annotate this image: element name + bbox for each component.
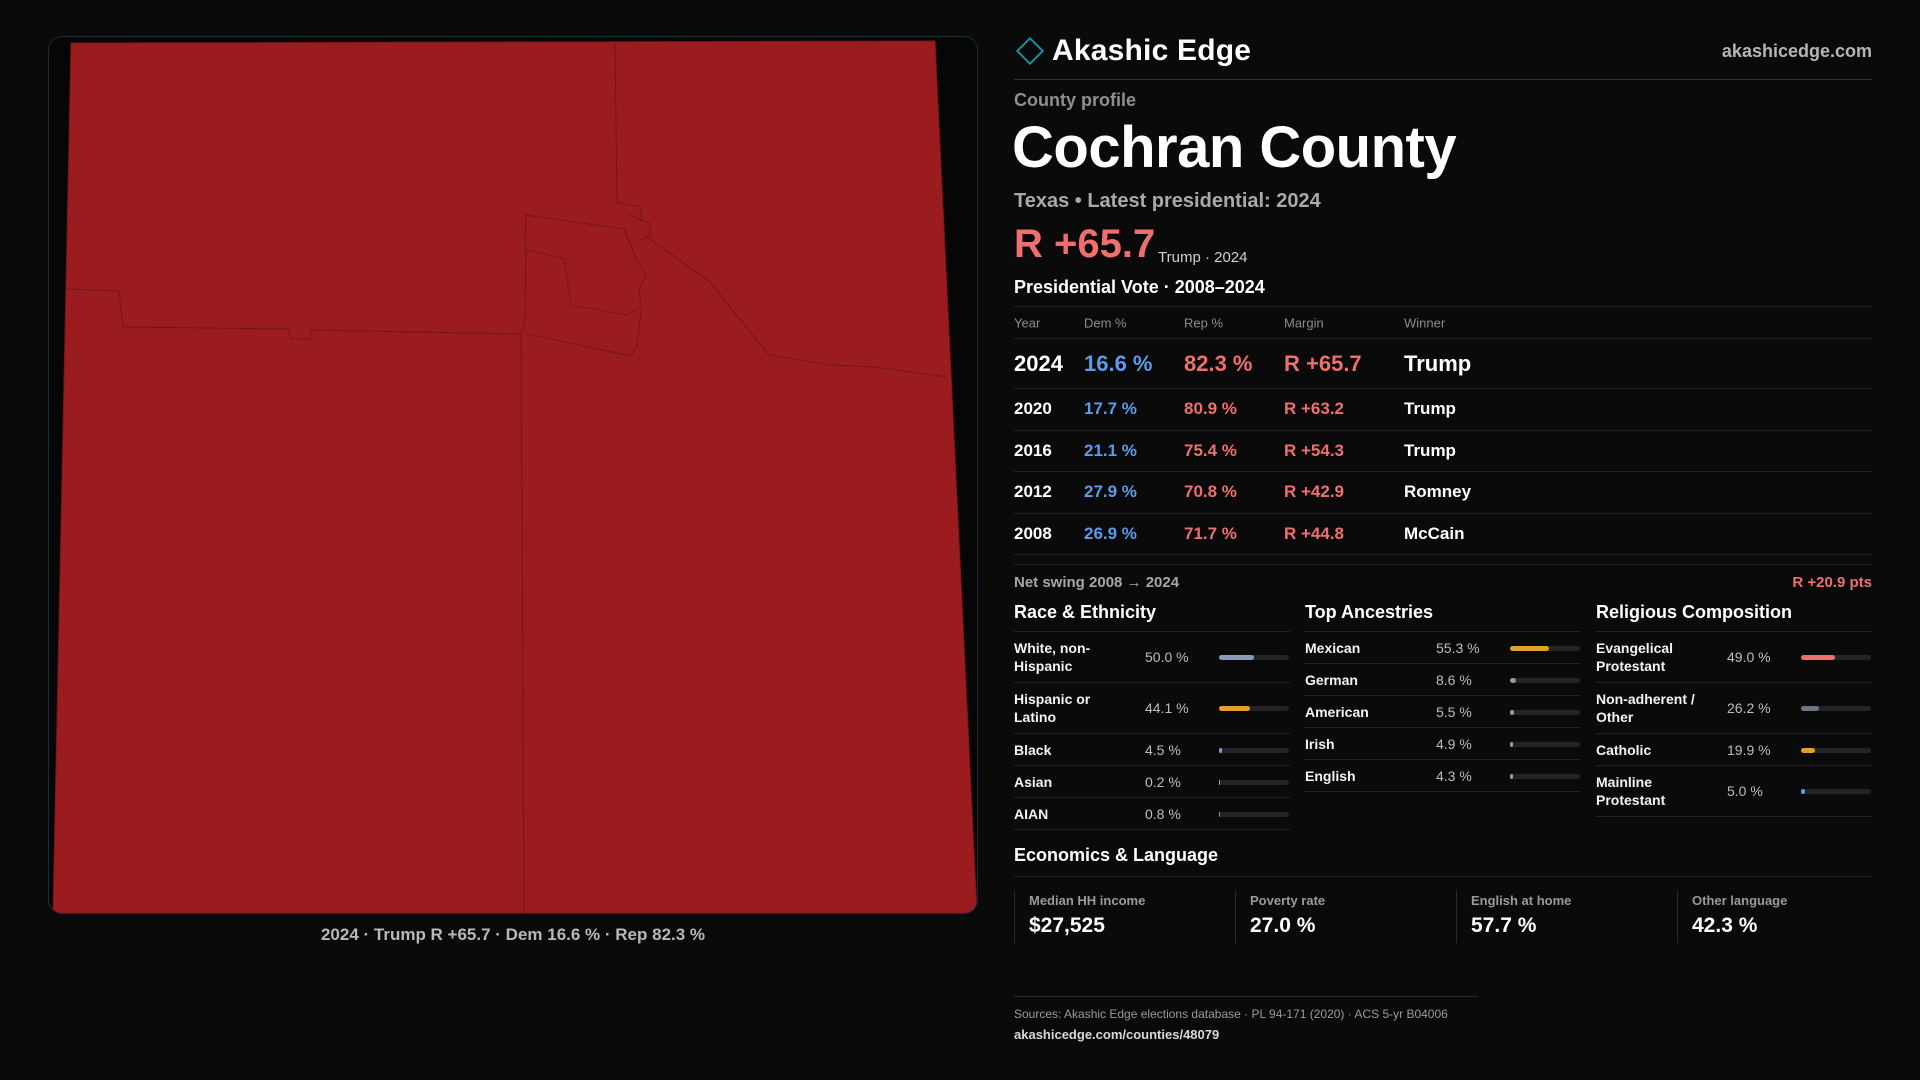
net-swing-value: R +20.9 pts xyxy=(1792,574,1872,591)
stat-value: 57.7 % xyxy=(1471,914,1537,937)
row-year: 2020 xyxy=(1014,399,1052,419)
ancestry-panel xyxy=(1305,602,1581,792)
item-pct: 5.0 % xyxy=(1727,783,1763,799)
brand-name: Akashic Edge xyxy=(1052,34,1252,67)
row-dem: 21.1 % xyxy=(1084,440,1137,460)
stat-value: 42.3 % xyxy=(1692,914,1758,937)
sources-footer xyxy=(1014,996,1478,1042)
row-margin: R +65.7 xyxy=(1284,350,1362,376)
row-margin: R +63.2 xyxy=(1284,399,1345,419)
list-item xyxy=(1014,766,1290,798)
table-row[interactable] xyxy=(1014,431,1872,473)
row-dem: 16.6 % xyxy=(1084,350,1153,376)
item-bar xyxy=(1219,780,1289,785)
list-item xyxy=(1596,766,1872,817)
county-permalink[interactable]: akashicedge.com/counties/48079 xyxy=(1014,1027,1220,1042)
religion-title: Religious Composition xyxy=(1596,602,1872,632)
col-margin: Margin xyxy=(1284,315,1324,330)
row-winner: Trump xyxy=(1404,350,1472,376)
stat-card xyxy=(1677,891,1883,943)
row-winner: Trump xyxy=(1404,440,1456,460)
row-year: 2024 xyxy=(1014,350,1063,376)
row-dem: 17.7 % xyxy=(1084,399,1137,419)
list-item xyxy=(1305,664,1581,696)
list-item xyxy=(1305,696,1581,728)
header xyxy=(1014,30,1872,80)
list-item xyxy=(1014,798,1290,830)
row-winner: Romney xyxy=(1404,482,1472,502)
ancestry-title: Top Ancestries xyxy=(1305,602,1581,632)
stat-label: Median HH income xyxy=(1029,893,1146,908)
row-winner: McCain xyxy=(1404,523,1465,543)
item-label: German xyxy=(1305,671,1358,688)
stat-label: Other language xyxy=(1692,893,1788,908)
headline-margin: R +65.7 xyxy=(1014,222,1156,266)
brand[interactable] xyxy=(1014,34,1251,68)
item-bar xyxy=(1219,655,1289,660)
item-pct: 44.1 % xyxy=(1145,700,1189,716)
stat-label: English at home xyxy=(1471,893,1572,908)
economics-title: Economics & Language xyxy=(1014,845,1219,865)
item-pct: 50.0 % xyxy=(1145,649,1189,665)
item-pct: 4.3 % xyxy=(1436,767,1472,784)
row-margin: R +54.3 xyxy=(1284,440,1345,460)
item-bar xyxy=(1219,748,1289,753)
item-label: Evangelical Protestant xyxy=(1596,640,1674,674)
vote-table xyxy=(1014,306,1872,555)
item-bar-fill xyxy=(1219,780,1220,785)
list-item xyxy=(1596,632,1872,683)
row-rep: 75.4 % xyxy=(1184,440,1237,460)
item-pct: 8.6 % xyxy=(1436,671,1472,688)
item-pct: 49.0 % xyxy=(1727,649,1771,665)
brand-url-link[interactable]: akashicedge.com xyxy=(1721,41,1872,61)
item-bar-fill xyxy=(1801,655,1835,660)
net-swing xyxy=(1014,564,1872,600)
item-pct: 0.2 % xyxy=(1145,773,1181,790)
item-label: Black xyxy=(1014,741,1052,758)
row-rep: 80.9 % xyxy=(1184,399,1237,419)
item-label: Mexican xyxy=(1305,639,1361,656)
race-ethnicity-panel xyxy=(1014,602,1290,830)
county-map[interactable] xyxy=(48,36,978,914)
stat-label: Poverty rate xyxy=(1250,893,1326,908)
list-item xyxy=(1305,632,1581,664)
profile-subline: Texas • Latest presidential: 2024 xyxy=(1014,190,1321,212)
item-bar-fill xyxy=(1510,678,1516,683)
item-bar-fill xyxy=(1510,774,1513,779)
page-title: Cochran County xyxy=(1012,115,1457,180)
col-rep: Rep % xyxy=(1184,315,1224,330)
item-bar-fill xyxy=(1219,706,1250,711)
item-bar xyxy=(1801,748,1871,753)
economics-panel xyxy=(1014,876,1872,946)
net-swing-label: Net swing 2008 → 2024 xyxy=(1014,574,1180,591)
stat-value: $27,525 xyxy=(1029,914,1105,937)
item-bar xyxy=(1801,789,1871,794)
list-item xyxy=(1305,728,1581,760)
map-caption: 2024 · Trump R +65.7 · Dem 16.6 % · Rep 82.3 % xyxy=(320,925,706,944)
item-pct: 4.5 % xyxy=(1145,741,1181,758)
item-bar-fill xyxy=(1219,748,1222,753)
vote-section-title: Presidential Vote · 2008–2024 xyxy=(1014,277,1265,297)
item-label: Catholic xyxy=(1596,741,1652,758)
item-bar-fill xyxy=(1510,646,1549,651)
stat-card xyxy=(1456,891,1662,943)
diamond-logo-icon xyxy=(1016,37,1044,65)
item-label: English xyxy=(1305,767,1356,784)
row-dem: 27.9 % xyxy=(1084,482,1137,502)
item-bar-fill xyxy=(1801,789,1805,794)
county-map-svg xyxy=(49,37,978,914)
list-item xyxy=(1014,683,1290,734)
profile-kicker: County profile xyxy=(1014,90,1136,110)
table-row[interactable] xyxy=(1014,472,1872,514)
item-label: White, non-Hispanic xyxy=(1014,640,1091,674)
list-item xyxy=(1305,760,1581,792)
table-row[interactable] xyxy=(1014,514,1872,556)
item-bar xyxy=(1801,706,1871,711)
race-title: Race & Ethnicity xyxy=(1014,602,1290,632)
headline-margin-note: Trump · 2024 xyxy=(1158,249,1248,266)
list-item xyxy=(1596,683,1872,734)
stat-value: 27.0 % xyxy=(1250,914,1316,937)
col-winner: Winner xyxy=(1404,315,1446,330)
item-bar xyxy=(1510,774,1580,779)
col-year: Year xyxy=(1014,315,1041,330)
item-bar-fill xyxy=(1801,748,1815,753)
stat-card xyxy=(1235,891,1441,943)
col-dem: Dem % xyxy=(1084,315,1127,330)
county-shape[interactable] xyxy=(53,41,977,913)
item-bar xyxy=(1510,646,1580,651)
item-bar xyxy=(1510,678,1580,683)
row-winner: Trump xyxy=(1404,399,1456,419)
item-pct: 5.5 % xyxy=(1436,703,1472,720)
religion-panel xyxy=(1596,602,1872,817)
item-pct: 4.9 % xyxy=(1436,735,1472,752)
item-label: Non-adherent / Other xyxy=(1596,691,1695,725)
row-rep: 82.3 % xyxy=(1184,350,1253,376)
table-row[interactable] xyxy=(1014,339,1872,389)
item-label: Mainline Protestant xyxy=(1596,774,1666,808)
row-margin: R +44.8 xyxy=(1284,523,1345,543)
list-item xyxy=(1014,632,1290,683)
list-item xyxy=(1014,734,1290,766)
row-year: 2008 xyxy=(1014,523,1052,543)
item-pct: 26.2 % xyxy=(1727,700,1771,716)
row-dem: 26.9 % xyxy=(1084,523,1137,543)
list-item xyxy=(1596,734,1872,766)
item-bar xyxy=(1219,706,1289,711)
table-header xyxy=(1014,307,1872,339)
item-bar-fill xyxy=(1510,710,1514,715)
sources-text: Sources: Akashic Edge elections database · PL 94-171 (2020) · ACS 5-yr B04006 xyxy=(1014,1007,1448,1021)
item-label: Irish xyxy=(1305,735,1335,752)
item-bar-fill xyxy=(1219,655,1254,660)
item-bar-fill xyxy=(1801,706,1819,711)
item-label: Asian xyxy=(1014,773,1053,790)
item-label: AIAN xyxy=(1014,805,1049,822)
row-year: 2016 xyxy=(1014,440,1052,460)
item-bar xyxy=(1801,655,1871,660)
item-label: Hispanic or Latino xyxy=(1014,691,1091,725)
row-margin: R +42.9 xyxy=(1284,482,1345,502)
row-year: 2012 xyxy=(1014,482,1052,502)
item-bar-fill xyxy=(1219,812,1220,817)
stat-card xyxy=(1014,891,1220,943)
item-pct: 19.9 % xyxy=(1727,741,1771,758)
item-bar xyxy=(1510,742,1580,747)
item-bar-fill xyxy=(1510,742,1513,747)
item-pct: 0.8 % xyxy=(1145,805,1181,822)
row-rep: 70.8 % xyxy=(1184,482,1237,502)
item-bar xyxy=(1510,710,1580,715)
row-rep: 71.7 % xyxy=(1184,523,1237,543)
item-label: American xyxy=(1305,703,1369,720)
item-pct: 55.3 % xyxy=(1436,639,1480,656)
item-bar xyxy=(1219,812,1289,817)
table-row[interactable] xyxy=(1014,389,1872,431)
